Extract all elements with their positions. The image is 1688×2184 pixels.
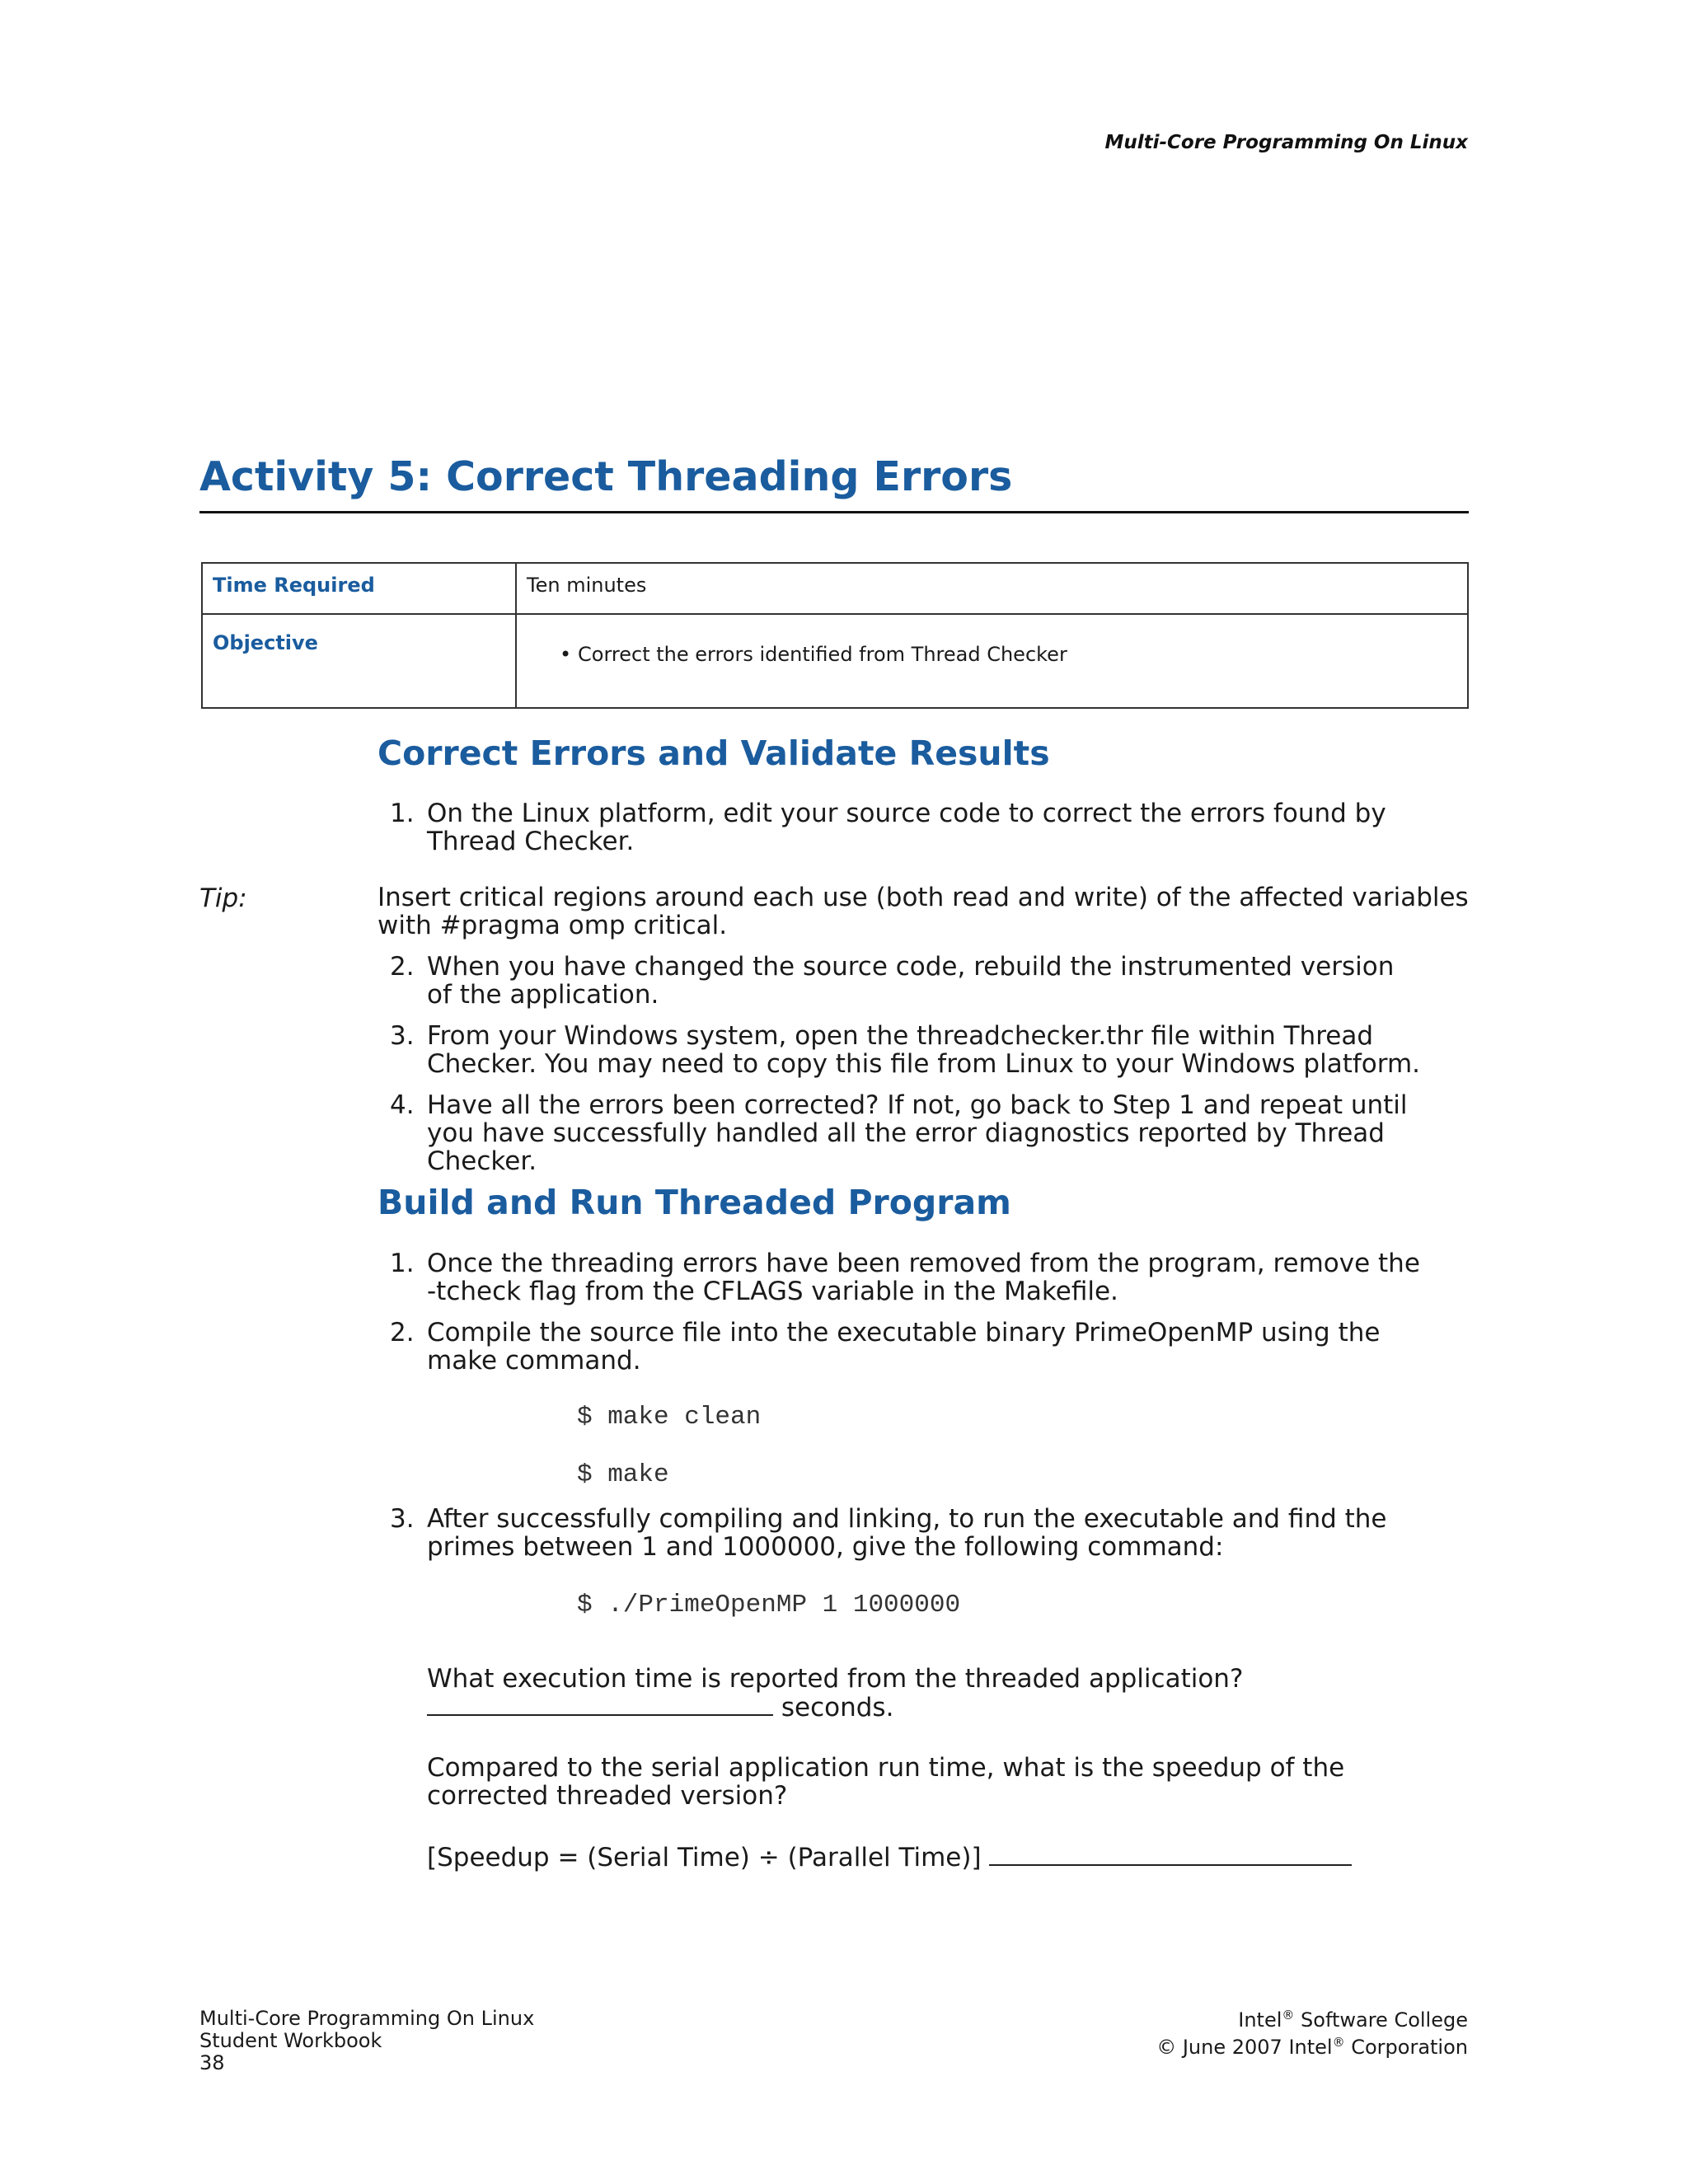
tip-text: Insert critical regions around each use (both read and write) of the affected variables with #pragma omp critical. — [377, 883, 1469, 940]
answer-blank[interactable] — [427, 1693, 773, 1716]
footer-left — [199, 2008, 534, 2074]
activity-title: Activity 5: Correct Threading Errors — [199, 453, 1013, 500]
question-text: What execution time is reported from the threaded application? — [427, 1664, 1244, 1694]
objective-cell — [516, 614, 1468, 708]
footer-workbook: Student Workbook — [199, 2029, 382, 2052]
objective-item — [527, 643, 1457, 666]
section-title-correct-errors: Correct Errors and Validate Results — [377, 733, 1050, 773]
list-item: 1. Once the threading errors have been removed from the program, remove the -tcheck flag from the CFLAGS variable in the Makefile. — [377, 1249, 1424, 1305]
time-required-label: Time Required — [202, 563, 516, 614]
list-item: 1. On the Linux platform, edit your source code to correct the errors found by Thread Checker. — [377, 799, 1424, 855]
tip-label: Tip: — [199, 883, 247, 913]
objective-item-text: Correct the errors identified from Thread Checker — [578, 643, 1067, 666]
code-line: $ make clean — [577, 1403, 762, 1432]
list-item: 3. From your Windows system, open the threadchecker.thr file within Thread Checker. You may need to copy this file from Linux to your Windows platform. — [377, 1022, 1424, 1078]
page-number: 38 — [199, 2051, 225, 2074]
answer-suffix: seconds. — [781, 1693, 894, 1722]
objective-label: Objective — [202, 614, 516, 708]
footer-book-title: Multi-Core Programming On Linux — [199, 2007, 535, 2030]
bullet-icon: • — [560, 643, 572, 666]
question-execution-time — [427, 1665, 1474, 1722]
step-text: Compile the source file into the executable binary PrimeOpenMP using the make command. — [427, 1318, 1381, 1376]
step-text: On the Linux platform, edit your source code to correct the errors found by Thread Checker. — [427, 799, 1386, 856]
code-line: $ make — [577, 1460, 669, 1489]
step-text: After successfully compiling and linking, to run the executable and find the primes between 1 and 1000000, give the following command: — [427, 1504, 1387, 1562]
footer-right — [1156, 2004, 1468, 2059]
title-divider — [199, 511, 1469, 513]
answer-line — [427, 1693, 1474, 1722]
answer-blank[interactable] — [989, 1843, 1352, 1866]
section-title-build-run: Build and Run Threaded Program — [377, 1183, 1011, 1222]
code-line: $ ./PrimeOpenMP 1 1000000 — [577, 1591, 961, 1619]
list-item: 2. When you have changed the source code, rebuild the instrumented version of the application. — [377, 953, 1424, 1009]
step-text: When you have changed the source code, rebuild the instrumented version of the application. — [427, 952, 1395, 1010]
footer-copyright: © June 2007 Intel® Corporation — [1156, 2035, 1468, 2059]
table-row-time — [202, 563, 1468, 614]
step-text: Have all the errors been corrected? If not, go back to Step 1 and repeat until you have successfully handled all the error diagnostics reported by Thread Checker. — [427, 1090, 1408, 1176]
table-row-objective — [202, 614, 1468, 708]
list-item: 4. Have all the errors been corrected? If not, go back to Step 1 and repeat until you have successfully handled all the error diagnostics reported by Thread Checker. — [377, 1091, 1424, 1175]
footer-publisher: Intel® Software College — [1238, 2008, 1468, 2032]
list-item: 2. Compile the source file into the executable binary PrimeOpenMP using the make command. — [377, 1319, 1424, 1375]
speedup-formula: [Speedup = (Serial Time) ÷ (Parallel Time)] — [427, 1843, 982, 1872]
activity-info-table — [201, 562, 1469, 709]
question-speedup: Compared to the serial application run time, what is the speedup of the corrected threaded version? — [427, 1753, 1345, 1811]
step-text: Once the threading errors have been removed from the program, remove the -tcheck flag from the CFLAGS variable in the Makefile. — [427, 1249, 1420, 1306]
speedup-formula-line — [427, 1843, 1474, 1872]
running-header: Multi-Core Programming On Linux — [1104, 132, 1468, 153]
step-text: From your Windows system, open the threadchecker.thr file within Thread Checker. You may need to copy this file from Linux to your Windows platform. — [427, 1021, 1421, 1079]
time-required-value: Ten minutes — [516, 563, 1468, 614]
list-item: 3. After successfully compiling and linking, to run the executable and find the primes between 1 and 1000000, give the following command: — [377, 1505, 1424, 1561]
